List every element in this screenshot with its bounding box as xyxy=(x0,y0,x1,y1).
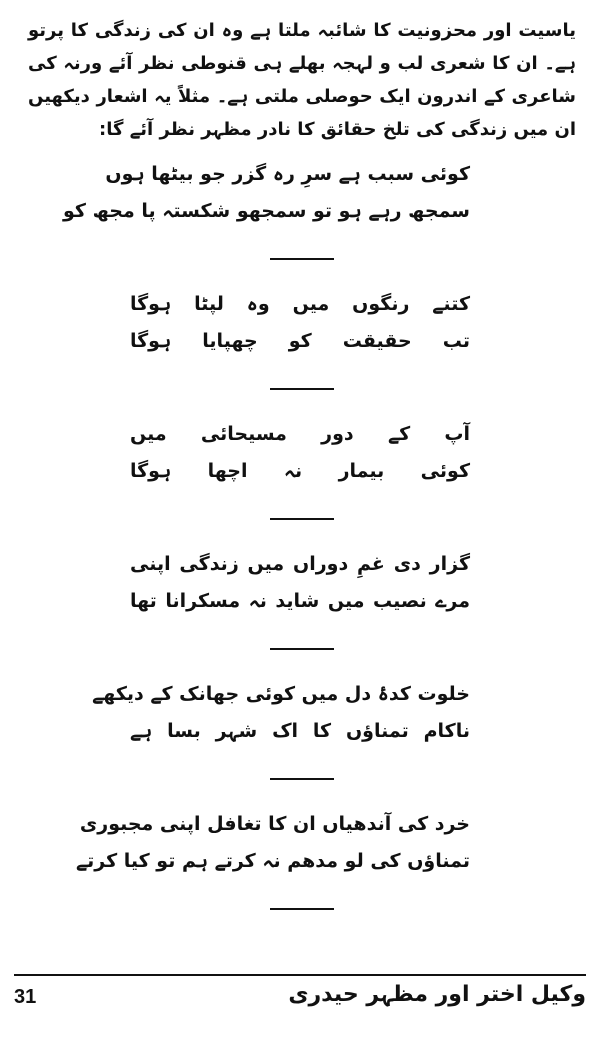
stanza-4 xyxy=(0,540,600,670)
verse-line: ناکام تمناؤں کا اک شہر بسا ہے xyxy=(130,720,470,742)
intro-text: یاسیت اور محزونیت کا شائبہ ملتا ہے وہ ان کی زندگی کا پرتو ہے۔ ان کا شعری لب و لہجہ بھلے ہی قنوطی نظر آئے ورنہ کی شاعری کے اندرون ایک حوصلی ملتی ہے۔ مثلاً یہ اشعار دیکھیں ان میں زندگی کی تلخ حقائق کا نادر مظہر نظر آئے گا: xyxy=(28,20,576,140)
verse-line: مرے نصیب میں شاید نہ مسکرانا تھا xyxy=(130,590,470,612)
page-number: 31 xyxy=(14,986,37,1008)
verse-line: سمجھ رہے ہو تو سمجھو شکستہ پا مجھ کو xyxy=(63,200,470,222)
stanza-divider xyxy=(270,648,334,650)
verse-line: تب حقیقت کو چھپایا ہوگا xyxy=(130,330,470,352)
verse-line: کوئی سبب ہے سرِ رہ گزر جو بیٹھا ہوں xyxy=(105,163,470,185)
stanza-divider xyxy=(270,518,334,520)
intro-paragraph xyxy=(28,14,576,146)
stanza-3 xyxy=(0,410,600,540)
running-head-title: وکیل اختر اور مظہر حیدری xyxy=(288,982,586,1007)
verse-line: کتنے رنگوں میں وہ لپٹا ہوگا xyxy=(130,293,470,315)
poetry-stanzas xyxy=(0,150,600,930)
stanza-divider xyxy=(270,778,334,780)
stanza-6 xyxy=(0,800,600,930)
stanza-divider xyxy=(270,908,334,910)
verse-line: تمناؤں کی لو مدھم نہ کرتے ہم تو کیا کرتے xyxy=(75,850,470,872)
footer-rule xyxy=(14,974,586,976)
stanza-5 xyxy=(0,670,600,800)
stanza-1 xyxy=(0,150,600,280)
stanza-2 xyxy=(0,280,600,410)
verse-line: خلوت کدۂ دل میں کوئی جھانک کے دیکھے xyxy=(92,683,470,705)
stanza-divider xyxy=(270,258,334,260)
verse-line: آپ کے دور مسیحائی میں xyxy=(130,423,470,445)
verse-line: خرد کی آندھیاں ان کا تغافل اپنی مجبوری xyxy=(79,813,470,835)
verse-line: گزار دی غمِ دوراں میں زندگی اپنی xyxy=(130,553,470,575)
stanza-divider xyxy=(270,388,334,390)
verse-line: کوئی بیمار نہ اچھا ہوگا xyxy=(130,460,470,482)
